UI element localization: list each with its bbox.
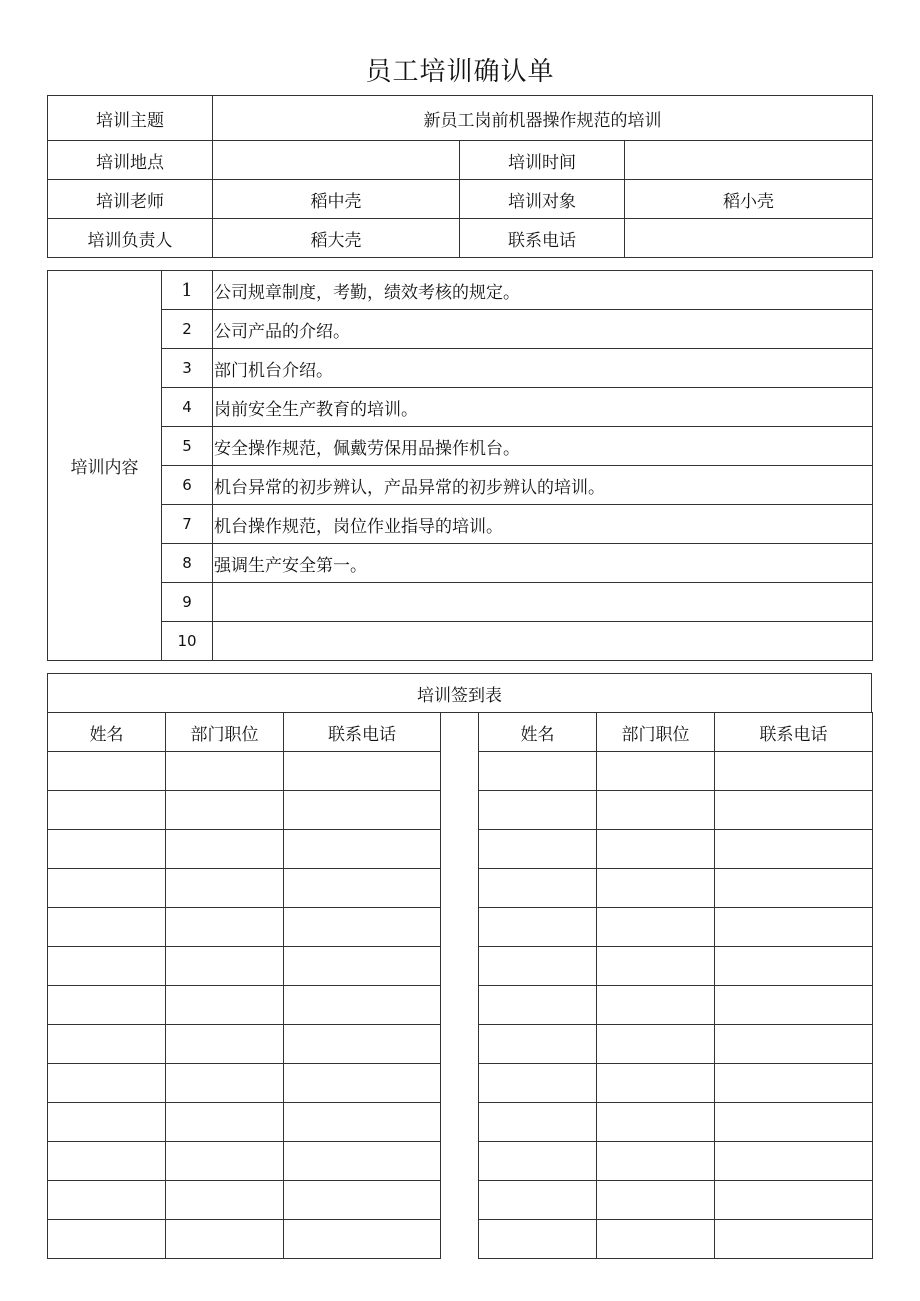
phone-cell[interactable] [715,752,873,791]
signin-row [48,908,441,947]
signin-row [479,1142,873,1181]
signin-row [48,791,441,830]
phone-cell[interactable] [715,1181,873,1220]
signin-title: 培训签到表 [48,674,872,713]
location-value[interactable] [213,141,460,180]
signin-row [48,1181,441,1220]
time-label: 培训时间 [460,141,625,180]
topic-value[interactable]: 新员工岗前机器操作规范的培训 [213,96,873,141]
signin-row [479,1220,873,1259]
content-item-number: 3 [162,349,213,388]
dept-cell[interactable] [166,986,284,1025]
time-value[interactable] [625,141,873,180]
signin-row [479,1181,873,1220]
content-item-text[interactable]: 安全操作规范，佩戴劳保用品操作机台。 [213,427,873,466]
location-label: 培训地点 [48,141,213,180]
name-cell[interactable] [479,947,597,986]
signin-row [479,1103,873,1142]
name-cell[interactable] [48,986,166,1025]
name-cell[interactable] [48,830,166,869]
signin-row [48,869,441,908]
dept-cell[interactable] [166,752,284,791]
name-cell[interactable] [479,1181,597,1220]
content-item-text[interactable]: 强调生产安全第一。 [213,544,873,583]
signin-row [48,1142,441,1181]
content-row [48,583,873,622]
phone-cell[interactable] [284,1103,441,1142]
name-cell[interactable] [479,1064,597,1103]
phone-value[interactable] [625,219,873,258]
phone-label: 联系电话 [460,219,625,258]
phone-cell[interactable] [284,947,441,986]
teacher-row [48,180,873,219]
content-item-number: 8 [162,544,213,583]
phone-cell[interactable] [715,1025,873,1064]
dept-cell[interactable] [166,1142,284,1181]
dept-cell[interactable] [166,791,284,830]
location-row [48,141,873,180]
phone-cell[interactable] [715,791,873,830]
manager-row [48,219,873,258]
manager-value[interactable]: 稻大壳 [213,219,460,258]
name-cell[interactable] [479,1220,597,1259]
dept-cell[interactable] [597,1103,715,1142]
page-title: 员工培训确认单 [365,57,555,87]
signin-row [48,1220,441,1259]
content-item-text[interactable]: 部门机台介绍。 [213,349,873,388]
signin-row [479,869,873,908]
phone-cell[interactable] [284,1181,441,1220]
name-cell[interactable] [48,1220,166,1259]
content-label: 培训内容 [48,271,162,661]
content-row [48,505,873,544]
signin-header [47,673,872,713]
manager-label: 培训负责人 [48,219,213,258]
phone-cell[interactable] [715,1103,873,1142]
content-row [48,271,873,310]
signin-row [48,1064,441,1103]
dept-cell[interactable] [166,1220,284,1259]
content-item-number: 9 [162,583,213,622]
name-cell[interactable] [48,1064,166,1103]
content-row [48,349,873,388]
signin-row [48,1103,441,1142]
content-row [48,388,873,427]
dept-cell[interactable] [166,1103,284,1142]
dept-column-header: 部门职位 [597,713,715,752]
dept-cell[interactable] [597,947,715,986]
content-item-text[interactable]: 岗前安全生产教育的培训。 [213,388,873,427]
content-item-number: 10 [162,622,213,661]
name-cell[interactable] [479,830,597,869]
dept-cell[interactable] [166,947,284,986]
signin-header-row [48,713,441,752]
name-cell[interactable] [48,1142,166,1181]
content-item-number: 6 [162,466,213,505]
name-cell[interactable] [479,752,597,791]
signin-row [48,947,441,986]
phone-cell[interactable] [715,1142,873,1181]
signin-row [48,752,441,791]
name-cell[interactable] [48,1025,166,1064]
content-item-text[interactable] [213,583,873,622]
dept-cell[interactable] [597,1181,715,1220]
content-item-text[interactable] [213,622,873,661]
signin-header-row [479,713,873,752]
phone-cell[interactable] [715,986,873,1025]
content-item-text[interactable]: 机台操作规范，岗位作业指导的培训。 [213,505,873,544]
topic-label: 培训主题 [48,96,213,141]
content-item-number: 2 [162,310,213,349]
signin-row [479,791,873,830]
name-cell[interactable] [479,791,597,830]
content-item-number: 7 [162,505,213,544]
phone-cell[interactable] [284,791,441,830]
content-row [48,544,873,583]
content-item-text[interactable]: 公司规章制度，考勤，绩效考核的规定。 [213,271,873,310]
name-cell[interactable] [48,869,166,908]
phone-cell[interactable] [715,1220,873,1259]
dept-cell[interactable] [597,1142,715,1181]
name-cell[interactable] [48,947,166,986]
dept-cell[interactable] [597,986,715,1025]
signin-row [479,830,873,869]
info-table [47,95,873,258]
audience-label: 培训对象 [460,180,625,219]
phone-cell[interactable] [715,869,873,908]
name-cell[interactable] [48,908,166,947]
phone-cell[interactable] [284,1220,441,1259]
content-row [48,466,873,505]
dept-cell[interactable] [597,869,715,908]
dept-cell[interactable] [166,1025,284,1064]
content-row [48,622,873,661]
name-cell[interactable] [48,752,166,791]
dept-cell[interactable] [597,1064,715,1103]
dept-cell[interactable] [166,1064,284,1103]
name-cell[interactable] [48,791,166,830]
phone-cell[interactable] [715,1064,873,1103]
name-cell[interactable] [479,1025,597,1064]
phone-cell[interactable] [284,1025,441,1064]
dept-cell[interactable] [166,908,284,947]
dept-column-header: 部门职位 [166,713,284,752]
name-cell[interactable] [479,1142,597,1181]
teacher-value[interactable]: 稻中壳 [213,180,460,219]
content-item-number: 1 [162,271,213,310]
teacher-label: 培训老师 [48,180,213,219]
topic-row [48,96,873,141]
name-cell[interactable] [479,908,597,947]
dept-cell[interactable] [166,869,284,908]
phone-cell[interactable] [284,986,441,1025]
signin-row [479,908,873,947]
signin-row [479,1025,873,1064]
content-item-number: 5 [162,427,213,466]
name-cell[interactable] [479,986,597,1025]
phone-cell[interactable] [284,830,441,869]
signin-row [48,1025,441,1064]
name-cell[interactable] [48,1181,166,1220]
name-cell[interactable] [479,869,597,908]
content-item-text[interactable]: 机台异常的初步辨认，产品异常的初步辨认的培训。 [213,466,873,505]
dept-cell[interactable] [597,752,715,791]
phone-cell[interactable] [284,908,441,947]
signin-table-left [47,712,441,1259]
content-row [48,310,873,349]
content-item-number: 4 [162,388,213,427]
phone-column-header: 联系电话 [284,713,441,752]
dept-cell[interactable] [597,791,715,830]
phone-cell[interactable] [715,947,873,986]
audience-value[interactable]: 稻小壳 [625,180,873,219]
phone-cell[interactable] [284,1064,441,1103]
signin-row [479,986,873,1025]
phone-column-header: 联系电话 [715,713,873,752]
signin-row [479,1064,873,1103]
dept-cell[interactable] [597,908,715,947]
name-cell[interactable] [479,1103,597,1142]
signin-row [479,752,873,791]
signin-table-right [478,712,873,1259]
content-table [47,270,873,661]
name-cell[interactable] [48,1103,166,1142]
dept-cell[interactable] [597,1025,715,1064]
content-item-text[interactable]: 公司产品的介绍。 [213,310,873,349]
signin-row [48,986,441,1025]
name-column-header: 姓名 [48,713,166,752]
dept-cell[interactable] [166,830,284,869]
dept-cell[interactable] [597,830,715,869]
phone-cell[interactable] [715,830,873,869]
dept-cell[interactable] [166,1181,284,1220]
phone-cell[interactable] [284,752,441,791]
content-row [48,427,873,466]
phone-cell[interactable] [284,869,441,908]
phone-cell[interactable] [284,1142,441,1181]
phone-cell[interactable] [715,908,873,947]
signin-row [48,830,441,869]
signin-row [479,947,873,986]
name-column-header: 姓名 [479,713,597,752]
dept-cell[interactable] [597,1220,715,1259]
